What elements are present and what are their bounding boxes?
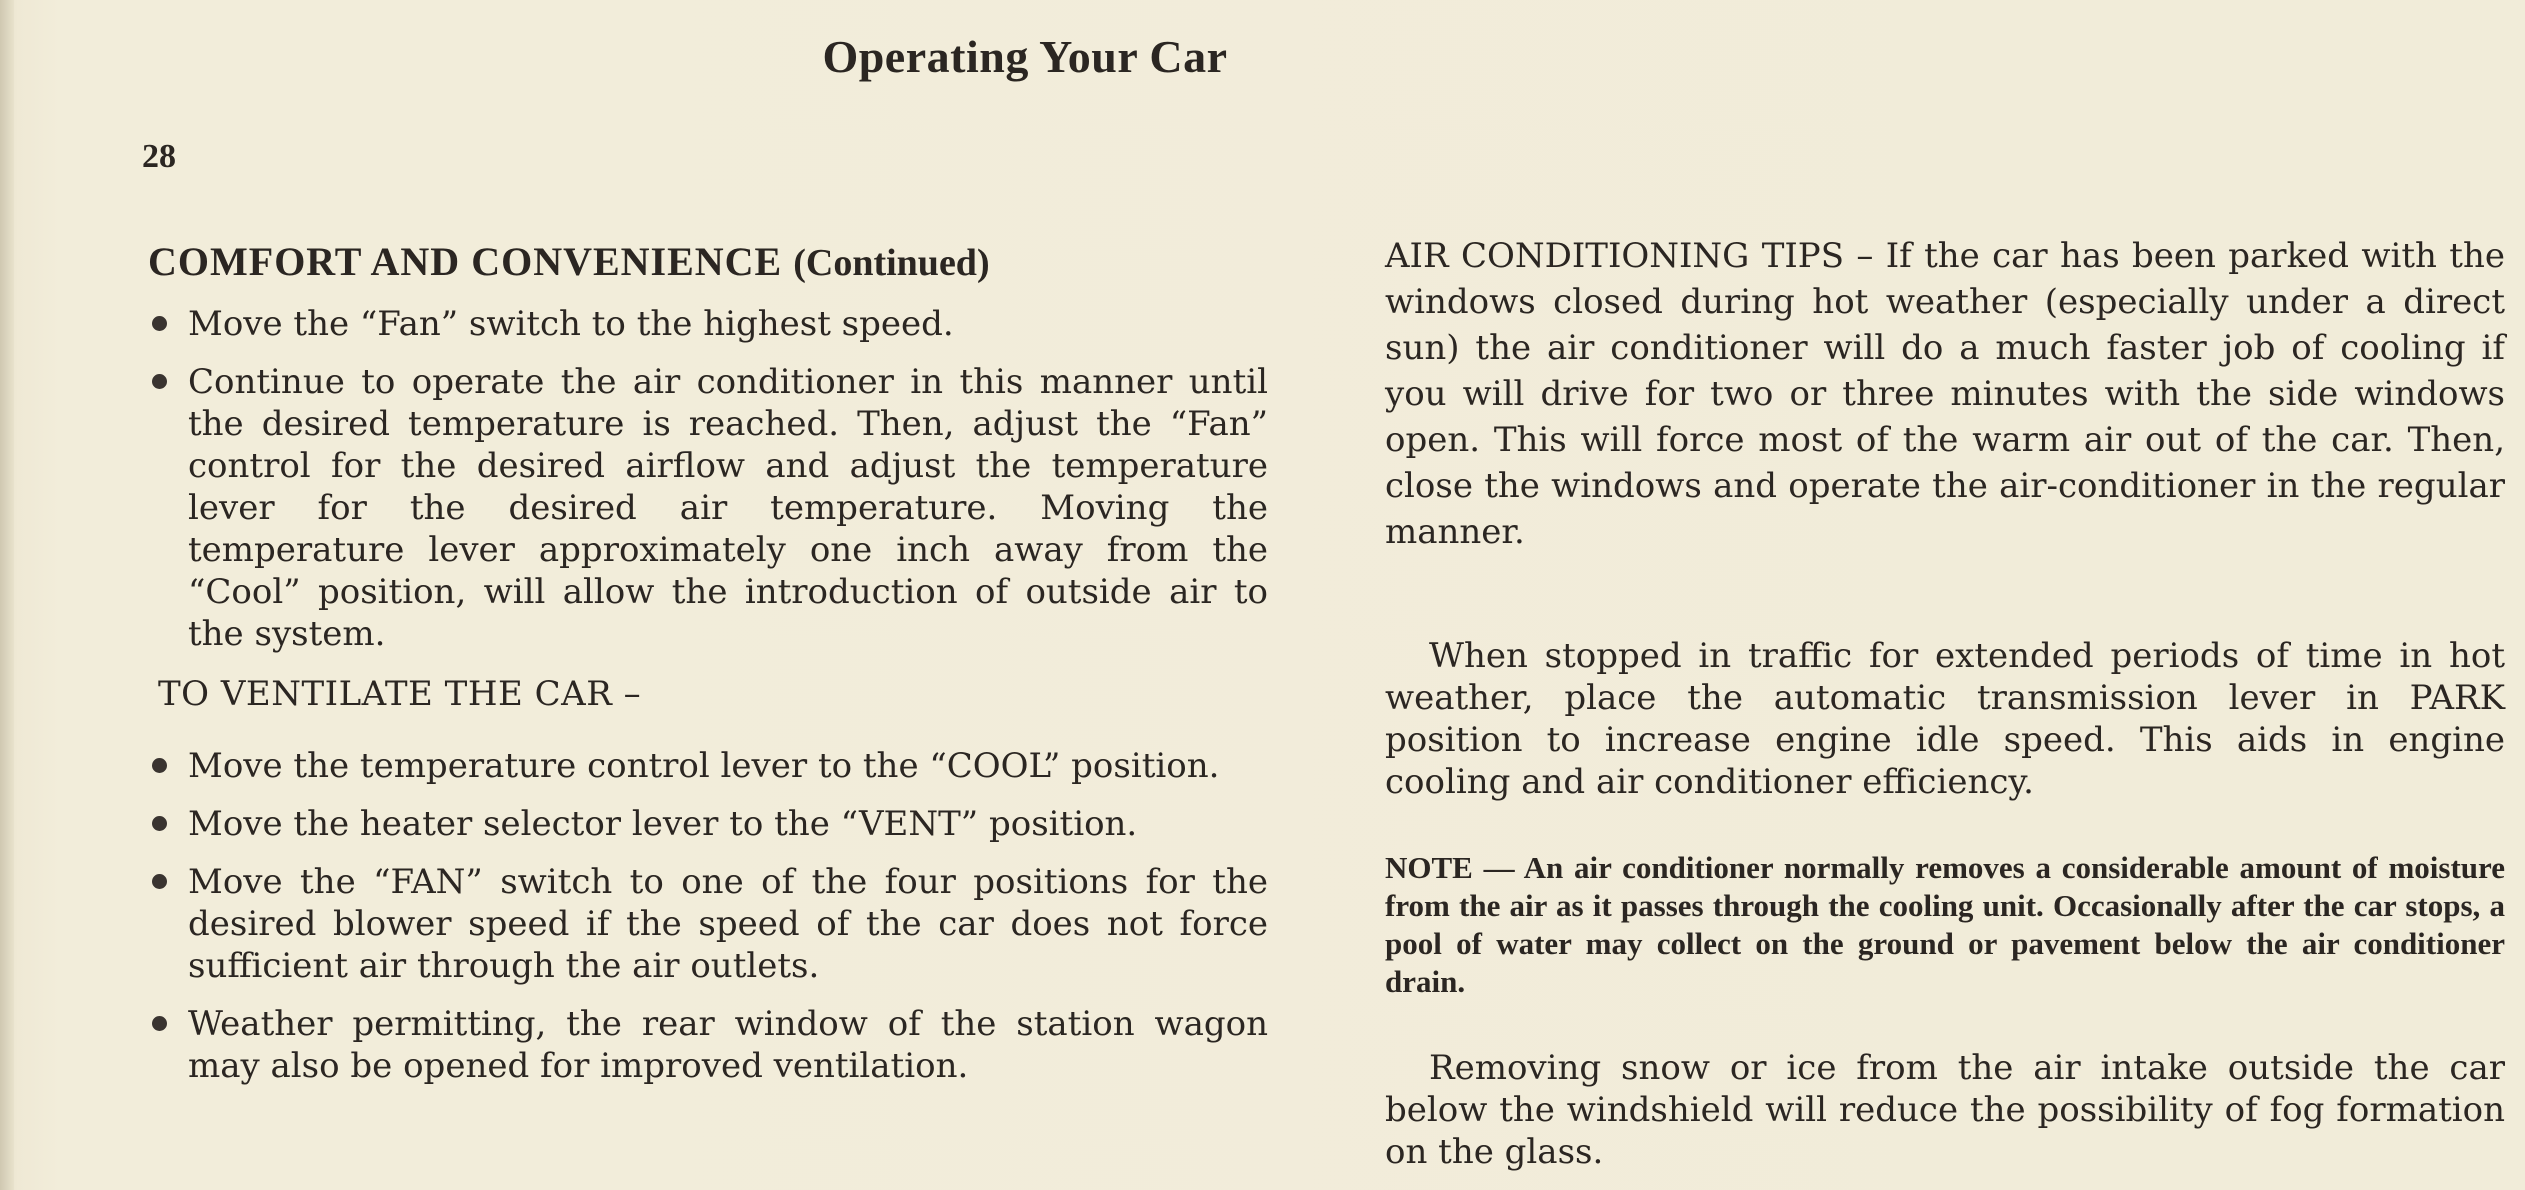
left-column (148, 238, 1268, 1103)
running-header-title: Operating Your Car (822, 31, 1228, 82)
bullet-icon (152, 874, 167, 889)
bullet-icon (152, 316, 167, 331)
bullet-icon (152, 374, 167, 389)
bullet-icon (152, 1016, 167, 1031)
section-heading (148, 238, 1268, 285)
bullet-icon (152, 816, 167, 831)
section-heading-continued: (Continued) (793, 242, 990, 284)
list-item: Move the heater selector lever to the “VENT” position. (148, 803, 1268, 845)
section-heading-text: COMFORT AND CONVENIENCE (148, 239, 783, 284)
list-item: Weather permitting, the rear window of the station wagon may also be opened for improved ventilation. (148, 1003, 1268, 1087)
list-item: Move the “Fan” switch to the highest speed. (148, 303, 1268, 345)
ac-tips-paragraph: AIR CONDITIONING TIPS – If the car has been parked with the windows closed during hot weather (especially under a direct sun) the air conditioner will do a much faster job of cooling if you will drive for two or three minutes with the side windows open. This will force most of the warm air out of the car. Then, close the windows and operate the air-conditioner in the regular manner. (1385, 236, 2505, 552)
page-number: 28 (142, 138, 176, 175)
list-item: Move the temperature control lever to the “COOL” position. (148, 745, 1268, 787)
list-item: Continue to operate the air conditioner in this manner until the desired temperature is reached. Then, adjust the “Fan” control for the desired airflow and adjust the temperature lever for the desired air temperature. Moving the temperature lever approximately one inch away from the “Cool” position, will allow the introduction of outside air to the system. (148, 361, 1268, 655)
note-paragraph: NOTE — An air conditioner normally removes a considerable amount of moisture from the air as it passes through the cooling unit. Occasionally after the car stops, a pool of water may collect on the ground or pavement below the air conditioner drain. (1385, 850, 2505, 999)
bullet-icon (152, 758, 167, 773)
snow-paragraph: Removing snow or ice from the air intake outside the car below the windshield will reduce the possibility of fog formation on the glass. (1385, 1048, 2505, 1172)
ac-steps-list (148, 303, 1268, 655)
ventilate-steps-list (148, 745, 1268, 1087)
list-item: Move the “FAN” switch to one of the four positions for the desired blower speed if the speed of the car does not force sufficient air through the air outlets. (148, 861, 1268, 987)
traffic-paragraph: When stopped in traffic for extended periods of time in hot weather, place the automatic transmission lever in PARK position to increase engine idle speed. This aids in engine cooling and air conditioner efficiency. (1385, 636, 2505, 802)
right-column (1385, 233, 2505, 1173)
page-spine-shadow (0, 0, 14, 1190)
ventilate-subheading: TO VENTILATE THE CAR – (158, 674, 642, 714)
